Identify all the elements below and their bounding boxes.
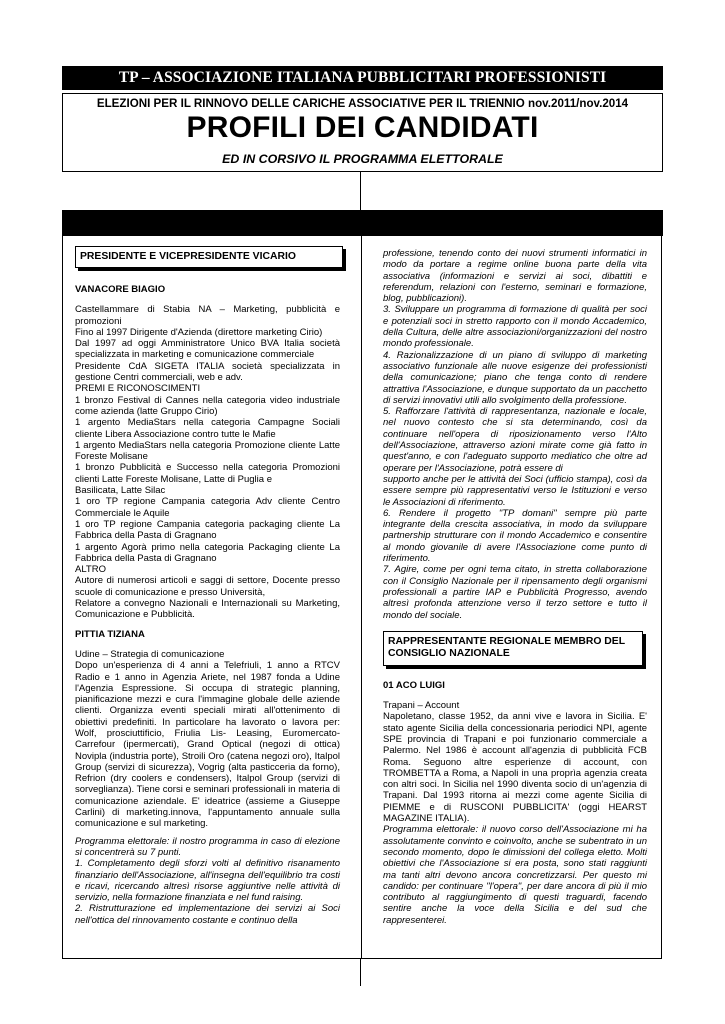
bio-line: 1 argento Agorà primo nella categoria Packaging cliente La Fabbrica della Pasta di Gragnano	[75, 541, 340, 564]
bio-line: 1 oro TP regione Campania categoria packaging cliente La Fabbrica della Pasta di Gragnano	[75, 518, 340, 542]
page-title: PROFILI DEI CANDIDATI	[186, 111, 539, 144]
bio-line: 1 oro TP regione Campania categoria Adv cliente Centro Commerciale le Aquile	[75, 496, 340, 519]
candidate-role: Udine – Strategia di comunicazione	[75, 648, 225, 660]
candidate-name: PITTIA TIZIANA	[75, 628, 145, 640]
bio-line: Autore di numerosi articoli e saggi di settore, Docente presso scuole di comunicazione e presso Università,	[75, 575, 340, 598]
left-column	[75, 246, 340, 926]
black-band	[62, 210, 663, 236]
bio-line: Basilicata, Latte Silac	[75, 485, 166, 497]
column-divider-top	[360, 171, 361, 211]
bio-line: Presidente CdA SIGETA ITALIA società specializzata in gestione Centri commerciali, web e adv.	[75, 360, 340, 384]
bio-line: Fino al 1997 Dirigente d'Azienda (direttore marketing Cirio)	[75, 326, 323, 338]
candidate-role: Trapani – Account	[383, 700, 460, 712]
bio-line: 1 argento MediaStars nella categoria Campagne Sociali cliente Libera Associazione contro tutte le Mafie	[75, 417, 340, 440]
program-line: 1. Completamento degli sforzi volti al definitivo risanamento finanziario dell'Associazione, all'insegna dell'equilibrio tra costi e ricavi, ricercando altresì risorse aggiuntive nelle attività di servizio, nella formazione finanziata e nel fund raising.	[75, 858, 340, 904]
bio-line: Dal 1997 ad oggi Amministratore Unico BVA Italia società specializzata in marketing e comunicazione commerciale	[75, 338, 340, 361]
bio-line: Castellammare di Stabia NA – Marketing, pubblicità e promozioni	[75, 304, 340, 327]
right-column	[383, 248, 647, 926]
program-text: Programma elettorale: il nuovo corso dell'Associazione mi ha assolutamente convinto e coinvolto, anche se subentrato in un secondo momento, dopo le dimissioni del collega eletto. Molti obiettivi che l'Associazione si era posta, sono stati raggiunti ma tanti altri devono ancora concretizzarsi. Per questo mi candido: per continuare "l'opera", per dare ancora di più il mio contributo al raggiungimento di questi traguardi, facendo sentire anche la voce della Sicilia e del sud che rappresenterei.	[383, 824, 647, 926]
section-title-president: PRESIDENTE E VICEPRESIDENTE VICARIO	[75, 246, 343, 268]
candidate-name: VANACORE BIAGIO	[75, 284, 166, 295]
bio-line: ALTRO	[75, 564, 106, 576]
header-box	[62, 93, 663, 172]
candidate-name: 01 ACO LUIGI	[383, 679, 445, 691]
program-line: professione, tenendo conto dei nuovi strumenti informatici in modo da portare a regime online buona parte della vita associativa (informazioni e servizi ai soci, dibattiti e referendum, relazioni con l'esterno, seminari e formazione, blog, pubblicazioni).	[383, 248, 647, 305]
bio-line: Relatore a convegno Nazionali e Internazionali su Marketing, Comunicazione e Pubblicità.	[75, 598, 340, 621]
column-divider-bottom	[360, 958, 361, 986]
bio-line: 1 argento MediaStars nella categoria Promozione cliente Latte Foreste Molisane	[75, 439, 340, 463]
association-banner: TP – ASSOCIAZIONE ITALIANA PUBBLICITARI PROFESSIONISTI	[62, 66, 663, 90]
program-line: 5. Rafforzare l'attività di rappresentanza, nazionale e locale, nel nuovo contesto che si sta determinando, così da continuare nell'opera di riposizionamento verso l'Alto dell'Associazione, attraverso azioni mirate come già fatto in quest'anno, e con l'adeguato supporto mediatico che oltre ad operare per l'Associazione, potrà essere di	[383, 406, 647, 474]
bio-line: 1 bronzo Festival di Cannes nella categoria video industriale come azienda (latte Gruppo Cirio)	[75, 394, 340, 417]
program-line: supporto anche per le attività dei Soci (ufficio stampa), così da essere sempre più rappresentativi verso le Istituzioni e verso le Associazioni di riferimento.	[383, 473, 647, 508]
candidate-bio: Napoletano, classe 1952, da anni vive e lavora in Sicilia. E' stato agente Sicilia della concessionaria periodici NPI, agente SPE provincia di Trapani e poi funzionario commerciale a Palermo. Nel 1986 è account all'agenzia di pubblicità FCB Roma. Seguono altre esperienze di account, con TROMBETTA a Roma, a Napoli in una proprìa agenzia creata con altri soci. In Sicilia nel 1990 diventa socio di un'agenzia di Trapani. Dal 1993 ritorna ai mezzi come agente Sicilia di PIEMME e di RUSCONI PUBBLICITA' (oggi HEARST MAGAZINE ITALIA).	[383, 711, 647, 825]
program-line: Programma elettorale: il nostro programma in caso di elezione si concentrerà su 7 punti.	[75, 835, 340, 858]
election-subtitle: ELEZIONI PER IL RINNOVO DELLE CARICHE ASSOCIATIVE PER IL TRIENNIO nov.2011/nov.2014	[96, 97, 629, 110]
section-title-regional: RAPPRESENTANTE REGIONALE MEMBRO DEL CONSIGLIO NAZIONALE	[383, 631, 643, 666]
bio-line: 1 bronzo Pubblicità e Successo nella categoria Promozioni clienti Latte Foreste Molisane, Latte di Puglia e	[75, 462, 340, 485]
program-line: 2. Ristrutturazione ed implementazione dei servizi ai Soci nell'ottica del rinnovamento costante e continuo della	[75, 903, 340, 926]
program-subtitle: ED IN CORSIVO IL PROGRAMMA ELETTORALE	[222, 152, 503, 166]
candidate-bio: Dopo un'esperienza di 4 anni a Telefriuli, 1 anno a RTCV Radio e 1 anno in Agenzia Ariete, nel 1987 fonda a Udine l'Agenzia Espressione. Si occupa di strategic planning, pianificazione mezzi e cura l'immagine globale delle aziende clienti. Organizza eventi speciali mirati all'ottenimento di obiettivi predefiniti. In particolare ha lavorato o lavora per: Wolf, prosciuttificio, Friulia Lis- Leasing, Euromercato-Carrefour (ipermercati), Grand Optical (negozi di ottica) Novipla (industria porte), Stroili Oro (catena negozi oro), Italpol Group (servizi di sicurezza), Vogrig (alta pasticceria da forno), Refrion (dry coolers e condensers), Italpol Group (servizi di sorveglianza). Tiene corsi e seminari professionali in materia di comunicazione aziendale. E' ideatrice (assieme a Giuseppe Carlini) di marketing.innova, l'appuntamento annuale sulla comunicazione e sul marketing.	[75, 660, 340, 830]
program-line: 4. Razionalizzazione di un piano di sviluppo di marketing associativo funzionale alle nuove esigenze dei professionisti della comunicazione; piano che tenga conto di rendere attrattiva l'Associazione, e dunque supportato da un pacchetto di servizi innovativi utili allo svolgimento della professione.	[383, 349, 647, 406]
bio-line: PREMI E RICONOSCIMENTI	[75, 383, 201, 395]
program-line: 6. Rendere il progetto "TP domani" sempre più parte integrante della crescita associativa, in modo da sviluppare partnership strutturare con il mondo Accademico e consentire al mondo giovanile di avere l'Associazione come punto di riferimento.	[383, 507, 647, 565]
program-line: 7. Agire, come per ogni tema citato, in stretta collaborazione con il Consiglio Nazionale per il ripensamento degli organismi professionali a partire IAP e Pubblicità Progresso, avendo altresì profonda attenzione verso il terzo settore e tutto il mondo del sociale.	[383, 564, 647, 621]
program-line: 3. Sviluppare un programma di formazione di qualità per soci e potenziali soci in stretto rapporto con il mondo Accademico, della Cultura, delle altre associazioni/organizzazioni del nostro mondo professionale.	[383, 304, 647, 350]
